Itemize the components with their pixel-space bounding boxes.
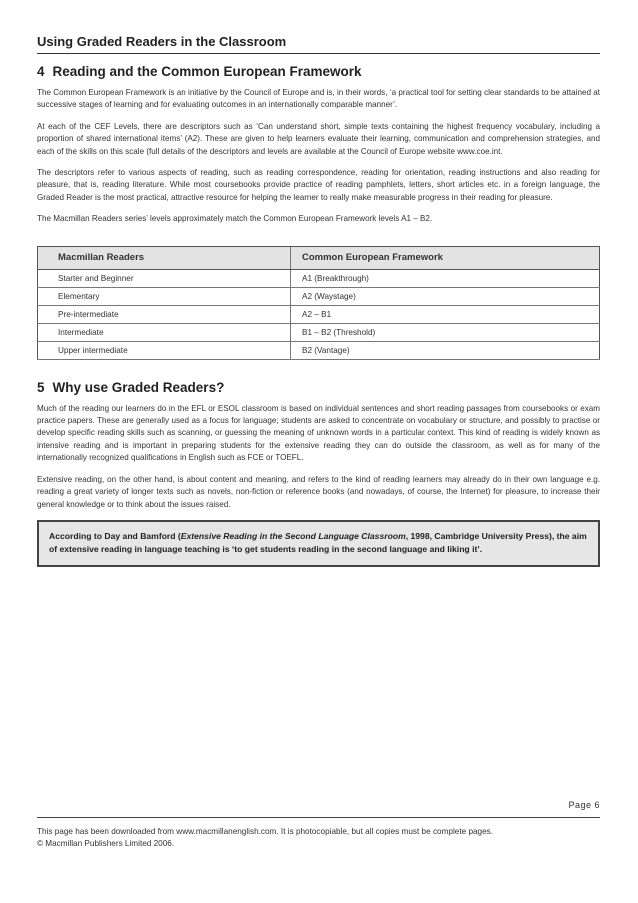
- section-4-heading: [37, 64, 600, 79]
- table-cell-level: Upper intermediate: [38, 341, 291, 359]
- section-5: [37, 380, 600, 567]
- section-4-paragraph: The descriptors refer to various aspects of reading, such as reading correspondence, reading for orientation, reading instructions and also reading for pleasure, that is, reading literature. While most coursebooks provide practice of reading pamphlets, letters, short articles etc. in a foreign language, the Graded Reader is the most practical, attractive resource for helping the learner to really make measurable progress in their reading for pleasure.: [37, 168, 600, 202]
- section-4-title: Reading and the Common European Framework: [52, 64, 362, 79]
- section-5-paragraph: Much of the reading our learners do in the EFL or ESOL classroom is based on individual sentences and short reading passages from coursebooks or exam practice papers. These are generally used as a focus for language; students are asked to concentrate on vocabulary or structure, and possibly to practise or develop specific reading skills such as scanning, or guessing the meaning of unknown words in a particular context. This kind of reading is widely known as intensive reading and is important in preparing students for the extensive reading they can do outside the classroom, as well as for many of the internationally recognized qualifications in English such as FCE or TOEFL.: [37, 403, 600, 463]
- section-5-heading: [37, 380, 600, 395]
- levels-table-wrapper: [37, 246, 600, 360]
- quote-suffix: , 1998, Cambridge University Press), the aim of extensive reading in language teaching is ‘to get students reading in the second language and liking it’.: [49, 530, 587, 554]
- table-header-macmillan: Macmillan Readers: [38, 246, 291, 269]
- table-cell-level: Intermediate: [38, 323, 291, 341]
- table-header-row: [38, 246, 600, 269]
- table-cell-cef: B2 (Vantage): [291, 341, 600, 359]
- page-footer: [37, 826, 600, 850]
- document-header-title: Using Graded Readers in the Classroom: [37, 34, 600, 54]
- quote-box: [37, 520, 600, 567]
- footer-download-notice: This page has been downloaded from www.macmillanenglish.com. It is photocopiable, but all copies must be complete pages.: [37, 827, 494, 836]
- table-cell-cef: A2 – B1: [291, 305, 600, 323]
- table-cell-level: Elementary: [38, 287, 291, 305]
- section-5-number: 5: [37, 379, 45, 395]
- levels-table: [37, 246, 600, 360]
- section-4: [37, 64, 600, 360]
- section-4-number: 4: [37, 64, 45, 79]
- table-row: [38, 323, 600, 341]
- table-cell-level: Starter and Beginner: [38, 269, 291, 287]
- table-row: [38, 269, 600, 287]
- table-cell-cef: A2 (Waystage): [291, 287, 600, 305]
- section-4-paragraph: The Macmillan Readers series’ levels approximately match the Common European Framework levels A1 – B2.: [37, 214, 433, 224]
- table-cell-cef: A1 (Breakthrough): [291, 269, 600, 287]
- section-4-paragraph: At each of the CEF Levels, there are descriptors such as ‘Can understand short, simple texts containing the highest frequency vocabulary, including a proportion of shared international items’ (A2). These are given to help learners evaluate their learning, communication and comprehension strategies, and each of the skills on this scale (full details of the descriptors and levels are available at the Council of Europe website www.coe.int.: [37, 121, 600, 156]
- quote-prefix: According to Day and Bamford (: [49, 530, 181, 541]
- footer-copyright: © Macmillan Publishers Limited 2006.: [37, 839, 175, 848]
- section-5-paragraph: Extensive reading, on the other hand, is about content and meaning, and refers to the kind of reading learners may already do in their own language e.g. reading a great variety of longer texts such as novels, non-fiction or reference books (and nowadays, of course, the Internet) for pleasure, to increase their general knowledge or to think about the issues raised.: [37, 474, 600, 509]
- page-number: Page 6: [37, 800, 600, 818]
- table-cell-cef: B1 – B2 (Threshold): [291, 323, 600, 341]
- table-header-cef: Common European Framework: [291, 246, 600, 269]
- section-5-title: Why use Graded Readers?: [52, 379, 225, 395]
- table-row: [38, 287, 600, 305]
- quote-book-title: Extensive Reading in the Second Language Classroom: [180, 530, 406, 541]
- table-row: [38, 341, 600, 359]
- document-page: [37, 34, 600, 567]
- section-4-paragraph: The Common European Framework is an initiative by the Council of Europe and is, in their words, ‘a practical tool for setting clear standards to be attained at successive stages of learning and for evaluating outcomes in an internationally comparable manner’.: [37, 88, 600, 110]
- table-cell-level: Pre-intermediate: [38, 305, 291, 323]
- table-row: [38, 305, 600, 323]
